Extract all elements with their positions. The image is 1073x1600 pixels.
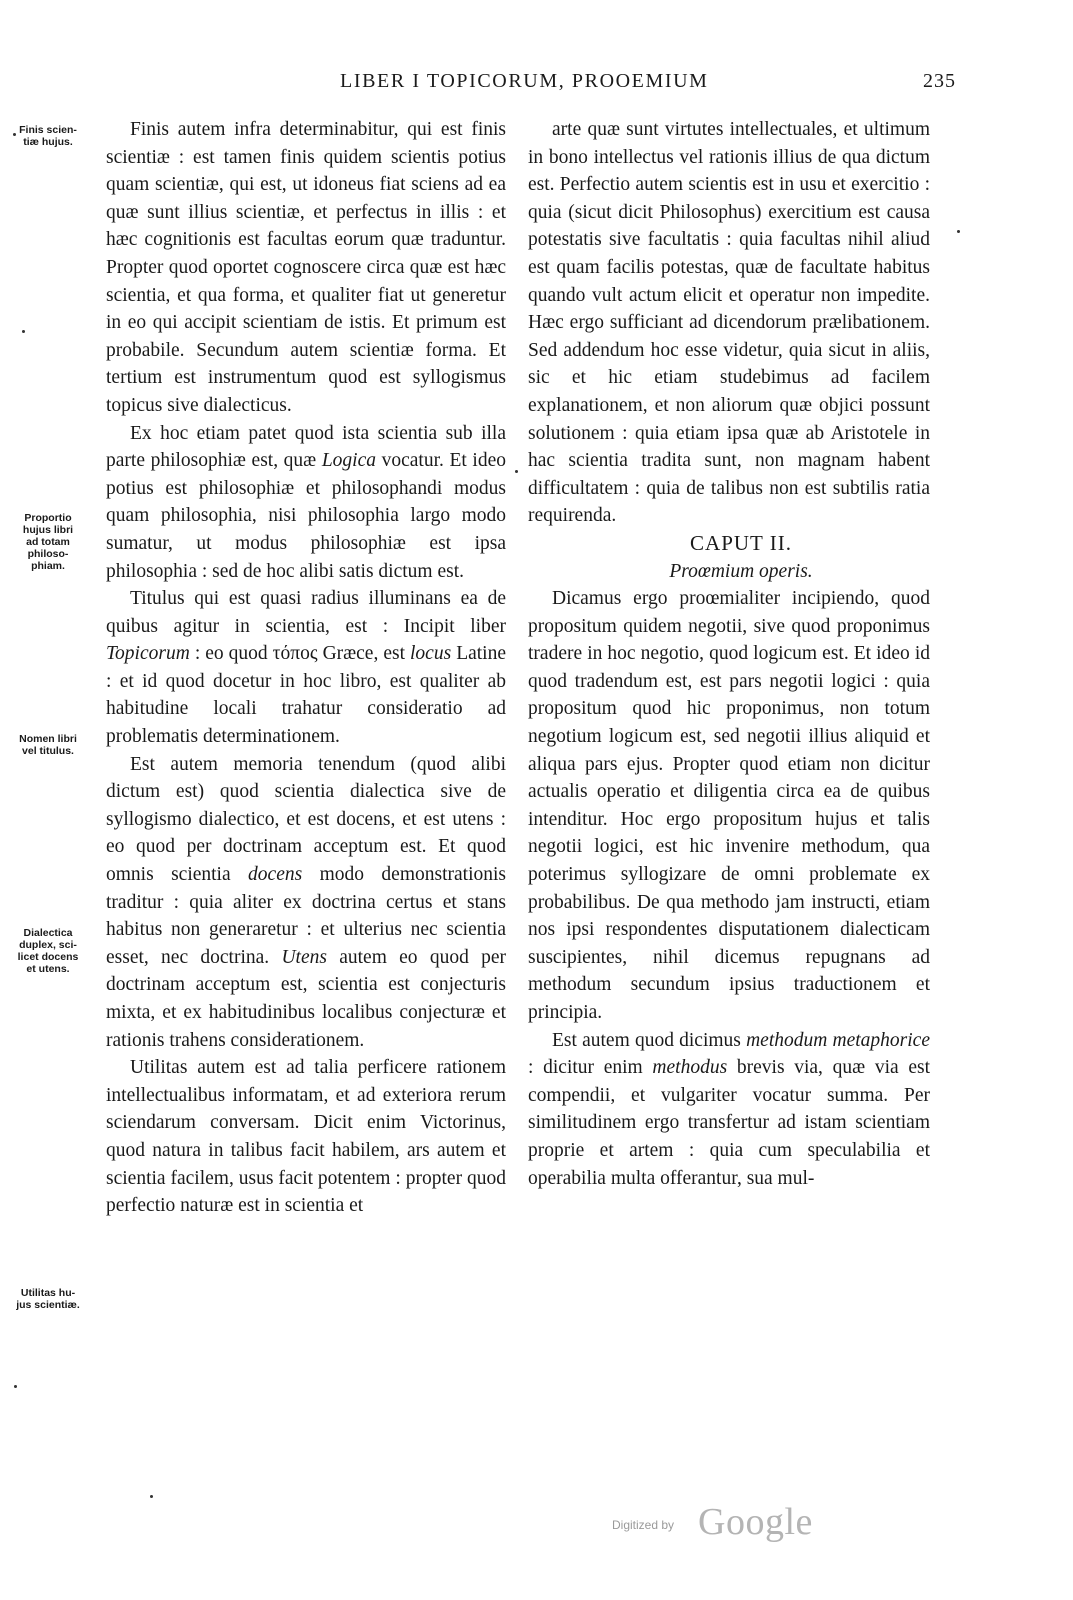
paragraph-titulus: Titulus qui est quasi radius illuminans ea de quibus agitur in scientia, est : Incipit liber Topicorum : eo quod τόπος Græce, est locus Latine : et id quod docetur in hoc libro, est qualiter ab habitudine locali trahatur consideratio ad problematis determinationem. (106, 588, 507, 748)
running-header (96, 70, 956, 100)
running-title: LIBER I TOPICORUM, PROOEMIUM (340, 70, 709, 92)
paragraph-proportio: Ex hoc etiam patet quod ista scientia sub illa parte philosophiæ est, quæ Logica vocatur. Et ideo potius est philosophiæ et philosophandi modus quam philosophia, nisi philosophia largo modo sumatur, ut modus philosophiæ est ipsa philosophia : sed de hoc alibi satis dictum est. (106, 422, 506, 582)
paragraph-utilitas: Utilitas autem est ad talia perficere rationem intellectualibus informatam, et ad exteriora rerum sciendarum conversam. Dicit enim Victorinus, quod natura in talibus facit habilem, ars autem et scientia facilem, usus facit potentem : propter quod perfectio naturæ est in scientia et (106, 1057, 506, 1217)
paragraph-dialectica: Est autem memoria tenendum (quod alibi dictum est) quod scientia dialectica sive de syllogismo dialectico, et est docens, et est utens : eo quod per doctrinam acceptum est. Et quod omnis scientia docens modo demonstrationis traditur : quia aliter ex doctrina certus et stans habitus non generaretur : et ulterius nec scientia esset, nec doctrina. Utens autem eo quod per doctrinam acceptum est, scientia est conjecturis mixta, et ex habitudinibus localibus conjecturæ et rationis trahens considerationem. (106, 753, 506, 1051)
ink-speck (150, 1495, 153, 1498)
chapter-heading: CAPUT II. (690, 530, 792, 555)
margin-notes (0, 0, 96, 1600)
ink-speck (14, 1385, 17, 1388)
ink-speck (13, 133, 16, 136)
paragraph-methodus: Est autem quod dicimus methodum metaphorice : dicitur enim methodus brevis via, quæ via est compendii, et vulgariter vocatur summa. Per similitudinem ergo transfertur ad istam scientiam proprie et artem : quia cum speculabilia et operabilia multa offerantur, sua mul- (528, 1029, 931, 1189)
margin-note-utilitas: Utilitas hu- jus scientiæ. (16, 1287, 80, 1311)
left-column (106, 116, 506, 1220)
page-number: 235 (923, 70, 956, 92)
paragraph-dicamus: Dicamus ergo proœmialiter incipiendo, quod propositum quidem negotii, sive quod proponimus tradere in hoc negotio, quod logicum est. Et ideo id quod tradendum est, est pars negotii logici : quia propositum quod hic proponimus, non totum negotium logicum est, sed negotii illius aliquid et aliqua pars ejus. Propter quod etiam non dicitur actualis operatio et diligentia circa ea de quibus intenditur. Hoc ergo propositum hujus et talis negotii logici, est hic invenire methodum, qua poterimus syllogizare de omni problemate ex probabilibus. De qua methodo jam instructi, etiam nos ipsi respondentes disputationem dialecticam suscipientes, nihil dicemus repugnans ad methodum secundum ipsius traductionem et principia. (528, 588, 930, 1023)
margin-note-finis: Finis scien- tiæ hujus. (19, 124, 77, 148)
digitized-by-label: Digitized by (612, 1518, 675, 1532)
ink-speck (22, 330, 25, 333)
chapter-subtitle: Proœmium operis. (669, 560, 813, 582)
right-column (528, 116, 930, 1192)
digitized-by-google-watermark (612, 1500, 852, 1550)
margin-note-dialectica: Dialectica duplex, sci- licet docens et utens. (17, 927, 79, 975)
margin-note-nomen: Nomen libri vel titulus. (19, 733, 77, 757)
google-logo: Google (698, 1501, 813, 1543)
paragraph-continuation: arte quæ sunt virtutes intellectuales, et ultimum in bono intellectus vel rationis illius de qua dictum est. Perfectio autem scientis est in usu et exercitio : quia (sicut dicit Philosophus) exercitium est causa potestatis sive facultatis : quia facultas nihil aliud est quam facilis potestas, quæ de facultate habitus quando vult actum elicit et operatur non impedite. Hæc ergo sufficiant ad dicendorum prælibationem. Sed addendum hoc esse videtur, quia sicut in aliis, sic et hic etiam studebimus ad facilem explanationem, et non aliorum quæ objici possunt solutionem : quia etiam ipsa quæ ab Aristotele in hac scientia tradita sunt, non magnam habent difficultatem : quia de talibus non est subtilis ratia requirenda. (528, 119, 930, 527)
margin-note-proportio: Proportio hujus libri ad totam philoso- phiam. (22, 512, 74, 572)
paragraph-finis: Finis autem infra determinabitur, qui est finis scientiæ : est tamen finis quidem scientis potius quam scientiæ, qui est, ut idoneus fiat sciens ad ea quæ sunt illius scientiæ, et perfectus in illis : et hæc cognitionis est facultas eorum quæ traduntur. Propter quod oportet cognoscere circa quæ est hæc scientia, et qua forma, et qualiter fiat ut generetur in eo qui accipit scientiam de istis. Et primum est probabile. Secundum autem scientiæ forma. Et tertium est instrumentum quod est syllogismus topicus sive dialecticus. (106, 119, 506, 416)
ink-speck (515, 470, 518, 473)
ink-speck (957, 230, 960, 233)
